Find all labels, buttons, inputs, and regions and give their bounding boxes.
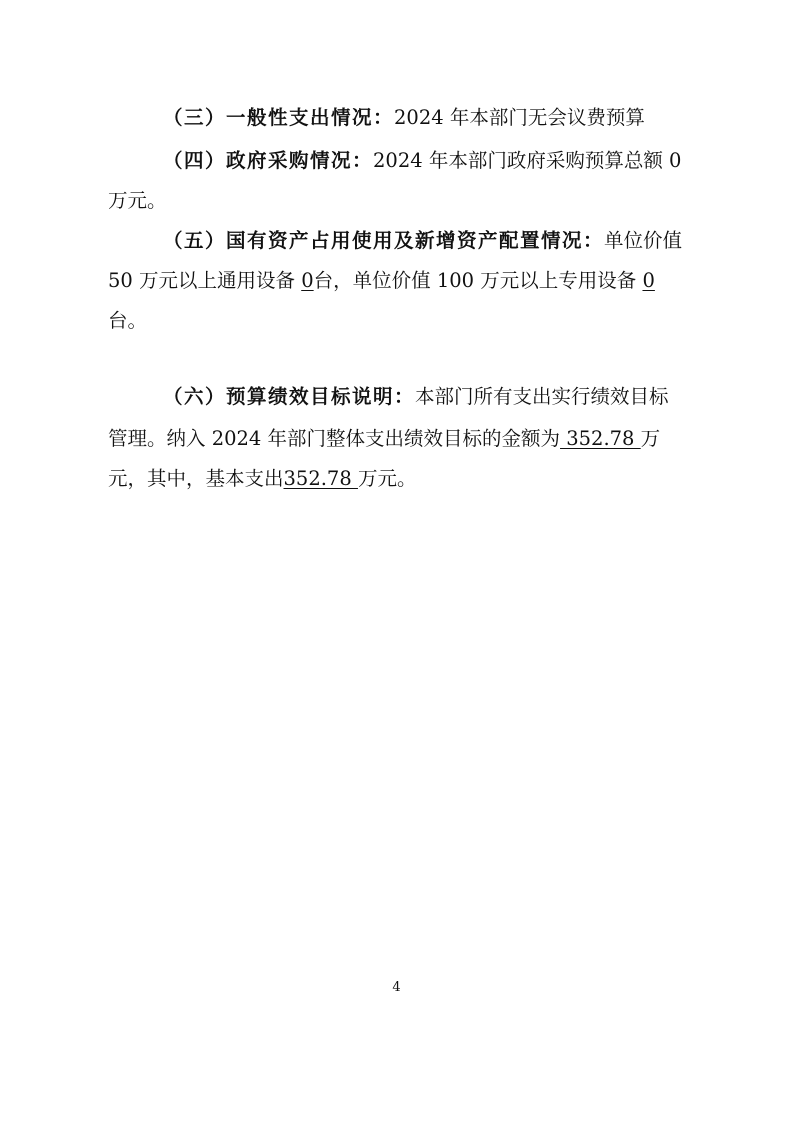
section-6-line-2 [108,424,660,454]
section-6-text-part3: 元，其中，基本支出 [108,467,284,490]
section-6-heading: （六）预算绩效目标说明： [163,385,416,408]
general-equipment-count: 0 [301,269,314,292]
special-equipment-count: 0 [642,269,655,292]
section-5-line-1 [163,226,682,256]
section-5-line-3 [108,306,147,336]
section-5-text-part1: 50 万元以上通用设备 [108,269,296,292]
section-3-line-1 [163,103,645,133]
section-4-text: 2024 年本部门政府采购预算总额 0 [373,149,682,172]
section-6-text-part2: 万 [640,427,661,450]
section-4-line-1 [163,146,681,176]
section-4-text-cont: 万元。 [108,189,167,212]
section-6-text: 本部门所有支出实行绩效目标 [415,385,669,408]
section-3-text: 2024 年本部门无会议费预算 [394,106,645,129]
section-6-line-1 [163,382,669,412]
section-5-text-part2: 台，单位价值 100 万元以上专用设备 [313,269,637,292]
section-5-text: 单位价值 [604,229,683,252]
basic-expenditure-amount: 352.78 [283,467,358,490]
total-performance-amount: 352.78 [560,427,641,450]
page-number: 4 [392,980,401,995]
section-6-text-part4: 万元。 [357,467,417,490]
section-5-heading: （五）国有资产占用使用及新增资产配置情况： [163,229,605,252]
section-4-heading: （四）政府采购情况： [163,149,374,172]
section-6-line-3 [108,464,416,494]
section-4-line-2 [108,186,167,216]
section-5-text-end: 台。 [108,309,148,332]
section-3-heading: （三）一般性支出情况： [163,106,395,129]
section-5-line-2 [108,266,655,296]
section-6-text-part1: 管理。纳入 2024 年部门整体支出绩效目标的金额为 [108,427,561,450]
